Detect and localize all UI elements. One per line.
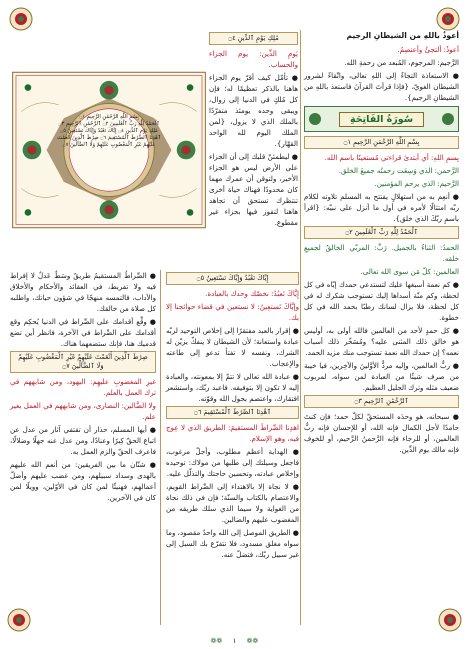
middle-column-upper [209, 30, 298, 230]
commentary-paragraph: ● عبادة الله تعالى لا تتمّ إلا بمعونته، والعبادة إليه لا تكون إلا بتوفيقه. فاعبد ربّك، واستشعر افتقارك، واعتصم بحول الله وقوّته. [166, 372, 299, 403]
commentary-paragraph: ● الطريق الموصل إلى الله واحدٌ مقصود، وما سواه مغلق مسدود، فلا تتفرّع بك السبل إلى غير سبيل ربّك، فتضلّ عنه. [166, 528, 299, 559]
column-divider [300, 30, 301, 625]
footer-ornament-icon: ❁❁ [210, 637, 223, 645]
verse-header: بِسْمِ اللَّهِ الرَّحْمَنِ الرَّحِيمِ ۝١ [304, 136, 459, 149]
ornament-verse-line: مَٰلِكِ يَوْمِ ٱلدِّينِ ۝٤ إِيَّاكَ نَعْبُدُ وَإِيَّاكَ نَسْتَعِينُ ۝٥ [60, 128, 158, 134]
leaf-icon [309, 113, 321, 125]
verse-header: ٱلرَّحْمَٰنِ ٱلرَّحِيمِ ۝٣ [304, 395, 459, 408]
gloss: يَومِ الدِّين: يوم الجزاء والحساب. [209, 49, 298, 69]
middle-column-lower [166, 270, 299, 562]
gloss: بِسمِ اللهِ: أي أبتدئ قراءتي مُستعينًا باسم الله. [324, 153, 459, 162]
gloss: وإيَّاكَ نَستعِينُ: لا نستعين في قضاء حوائجنا إلا بك. [166, 302, 299, 322]
commentary-paragraph: ● إقرار بالعبد مفتقرًا إلى إخلاص التوحيد لربّه عبادة واستعانة؛ لأن الشيطان لا ينفكّ يزيّن له الشرك، ونفسه لا تفتأ تدعو إلى طاعته والإعجاب. [166, 326, 299, 368]
gloss: الرَّجيم: المرجوم، المُبعد من رحمةِ الله. [344, 58, 459, 67]
commentary-paragraph: ● الاستعاذة التجاءٌ إلى اللهِ تعالى، واتّقاءٌ لشرور الشيطان الغويّ، {فإذا قرأتَ القرآنَ فاستعذ باللهِ من الشيطانِ الرجيم}. [304, 71, 459, 102]
leaf-icon [442, 113, 454, 125]
gloss: الحمدُ: الثناءُ بالجميل. رَبِّ: المربّي الخالقُ لجميعِ خلقه. [304, 243, 459, 263]
ornament-verse-line: ٱهْدِنَا ٱلصِّرَٰطَ ٱلْمُسْتَقِيمَ ۝٦ صِرَٰطَ ٱلَّذِينَ أَنْعَمْتَ [57, 135, 161, 141]
commentary-paragraph: ● سبحانه، هو وحدَه المستحقّ لكلّ حمد؛ فإن كنتَ حامدًا لأجل الكمال فإنه الله، أو للإحسان فإنه ربُّ العالمين، أو للرجاء فإنه الرَّحمنُ الرَّحيم، أو للخوف فإنه مالك يوم الدِّين. [304, 412, 459, 454]
verse-header: صِرَٰطَ ٱلَّذِينَ أَنْعَمْتَ عَلَيْهِمْ غَيْرِ ٱلْمَغْضُوبِ عَلَيْهِمْ وَلَا ٱلضَّآلِّينَ ۝٧ [10, 351, 156, 373]
ornament-verse-line: عَلَيْهِمْ غَيْرِ ٱلْمَغْضُوبِ عَلَيْهِمْ وَلَا ٱلضَّآلِّينَ ۝٧ [62, 142, 156, 148]
ornament-verse-line: ٱلْحَمْدُ لِلَّهِ رَبِّ ٱلْعَٰلَمِينَ ۝٢ ٱلرَّحْمَٰنِ ٱلرَّحِيمِ ۝٣ [58, 121, 160, 127]
verse-header: ٱلْحَمْدُ لِلَّهِ رَبِّ ٱلْعَٰلَمِينَ ۝٢ [304, 226, 459, 239]
ornament-verse-line: بِسْمِ اللَّهِ الرَّحْمَٰنِ الرَّحِيمِ ۝١ [79, 114, 139, 120]
commentary-paragraph: ● ليطمئنّ قلبك إلى أن الجزاء على الأرض ليس هو الجزاء الأخير، ولتوقن أن عمرك مهما كان محدودًا فهناك حياة أخرى تنتظرك تستحق أن تجاهد هاهنا لتفوز فيها بجزاء غير مقطوع. [209, 152, 298, 227]
column-divider [160, 270, 161, 625]
gloss: غيرِ المغضوبِ عليهِم: اليهود، ومن شابههم في ترك العمل بالعلم. [10, 377, 156, 397]
verse-header: إِيَّاكَ نَعْبُدُ وَإِيَّاكَ نَسْتَعِينُ ۝٥ [166, 272, 299, 285]
commentary-paragraph: ● أيها المسلم، حذار أن تقتفي آثار من عدل عن اتباع الحقّ كِبرًا وعنادًا، ومن عدل عنه جهلًا وضلالًا، فاعرف الحقّ والزم العمل به. [10, 425, 156, 456]
gloss: الرَّحيم: الذي يرحم المؤمنين. [374, 179, 459, 188]
gloss: اهدِنا الصِّراطَ المستقيمَ: الطريق الذي لا عِوج فيه، وهو الإسلام. [166, 423, 299, 443]
commentary-paragraph: ● شتّان ما بين الفريقين: من أنعم الله عليهم بالهدى وسداد سبيلهم، ومن غضب عليهم وأضلّ أعمالهم، فهنيئًا لمن كان في الأوّلين، وويلًا لمن كان في الآخرين. [10, 460, 156, 502]
commentary-paragraph: ● كل حمدٍ لأحد من العالمين فالله أولى به، أوليس هو خالق ذلك المثنى عليه؟ ومُسَخّر ذلك أسباب نعمه؟ إن حمدك الله نعمة تستوجب منك مزيد الحمد. [304, 326, 459, 357]
commentary-paragraph: ● الصِّراطُ المستقيمُ طريقٌ وسَطٌ عَدلٌ لا إفراط فيه ولا تفريط، في العقائد والأحكام والأخلاق والآداب، فالتمسه منهجًا في شؤون حياتك، واطلبه كل صلاة من خالقك. [10, 271, 156, 313]
corner-ornament-icon [4, 605, 34, 635]
page-number: ١ [232, 637, 237, 645]
quran-ornament-frame [12, 32, 206, 268]
commentary-paragraph: ● كم نعمة أسبغها عليك لتستدعي حمدك إيّاه في كل لحظة، وكم منّة أسداها إليك تستوجب شكرك له في كل لحظة، فلا يزال لسانك رطبًا بحمد الله في كل خطوة. [304, 280, 459, 322]
surah-banner [304, 106, 459, 132]
commentary-paragraph: ● أنعِم به من استهلالٍ يفتتح به المسلم تلاوته لكلام ربّه امتثالًا لأمره في أول ما أنزل على نبيّه: {اقرأ باسمِ ربّكَ الذي خلق}. [304, 192, 459, 223]
corner-ornament-icon [6, 4, 36, 34]
commentary-paragraph: ● وقِّع أقدامك على الصِّراط في الدنيا يُحكِم وقع أقدامك على الصِّراط في الآخرة، فانظر أين تضع قدميك هنا، فإنك ستضعهما هناك. [10, 317, 156, 348]
footer-ornament-icon: ❁❁ [246, 637, 259, 645]
right-column [304, 30, 459, 457]
surah-title: سُورَةُ الفَاتِحَةِ [339, 112, 424, 127]
gloss: العالمين: كلّ مَن سوى الله تعالى. [360, 267, 459, 276]
commentary-paragraph: ● الهداية أعظم مطلوب، وأجلّ مرغوب، فاجعل وسيلتك إلى طلبها من مولاك: توحيده وإخلاص عبادته، وتحسين حاجتك والتذلّل عليه. [166, 447, 299, 478]
gloss: أعوذُ: ألتجئُ وأعتصِمُ. [397, 45, 459, 54]
gloss: ولا الضَّالين: النصارى، ومن شابههم في العمل بغير علم. [10, 401, 156, 421]
verse-header: ٱهْدِنَا ٱلصِّرَٰطَ ٱلْمُسْتَقِيمَ ۝٦ [166, 406, 299, 419]
left-column [10, 270, 156, 505]
gloss: إِيَّاكَ نَعبُدُ: نخصّك وحدك بالعبادة. [205, 289, 299, 298]
commentary-paragraph: ● ربُّ العالمين، وإليه مردُّ الأوَّلينَ والآخِرين، فيا خيبة من صرف شيئًا من العبادة لمن سواه، لمربوب ضعيف مثله وترك الجليل العظيم. [304, 361, 459, 392]
taawwudh-title: أعوذُ باللهِ من الشيطانِ الرجيم [346, 31, 459, 40]
page-footer [0, 637, 469, 645]
corner-ornament-icon [435, 605, 465, 635]
verse-header: مَٰلِكِ يَوْمِ ٱلدِّينِ ۝٤ [209, 32, 298, 45]
commentary-paragraph: ● لا نجاة إلا بالاهتداء إلى الصِّراط القويم، والاعتصام بالكتاب والسنّة؛ فإن في ذلك نجاة من الغواية ولا سيما الذي سلك طريقه من المغضوب عليهم والضالين. [166, 482, 299, 524]
ornament-verses [38, 114, 180, 149]
gloss: الرَّحمن: الذي وَسِعَت رحمتُه جميعَ الخلق. [338, 166, 459, 175]
commentary-paragraph: ● تأمّل كيف أقرّ يوم الجزاء هاهنا بالذكر تعظيمًا له؛ فإن كل مُلكٍ في الدنيا إلى زوال، ويبقى وحده يومئذ متفرّدًا بالملك الذي لا يزول، {لمن الملك اليوم لله الواحد القهّار}. [209, 73, 298, 148]
